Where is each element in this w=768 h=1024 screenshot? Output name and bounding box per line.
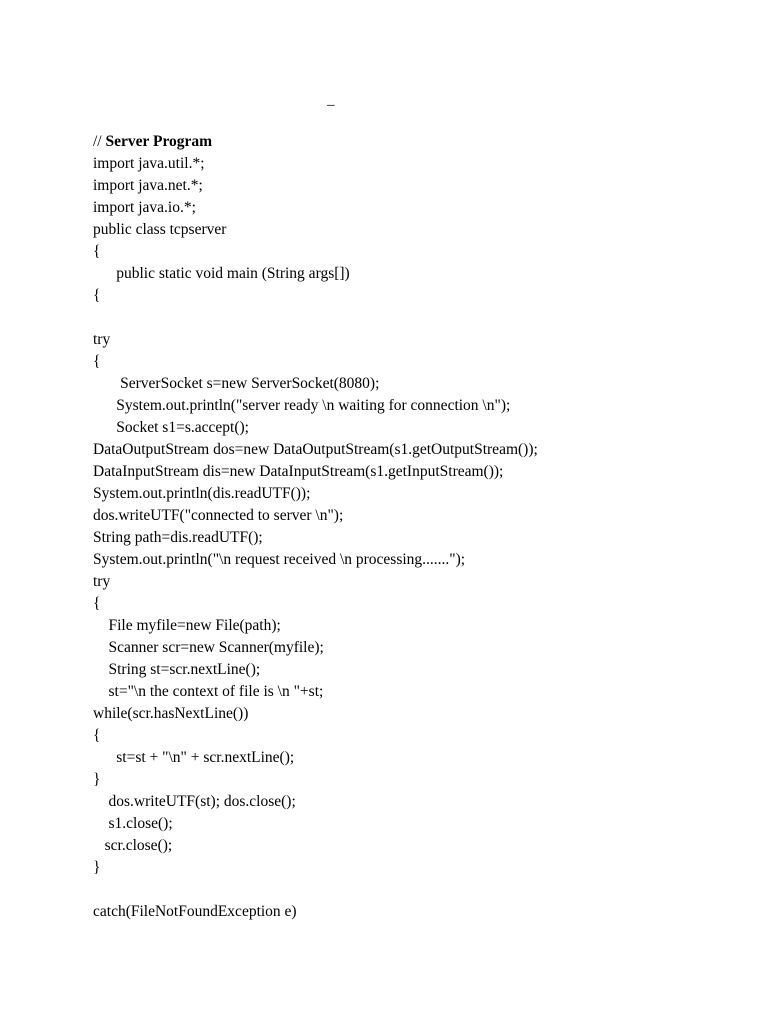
- code-line: import java.net.*;: [93, 177, 203, 194]
- code-line: {: [93, 243, 101, 260]
- header-mark: –: [327, 97, 335, 113]
- code-line: try: [93, 331, 111, 348]
- code-line: public class tcpserver: [93, 221, 227, 238]
- code-line: String st=scr.nextLine();: [93, 661, 261, 678]
- code-line: ServerSocket s=new ServerSocket(8080);: [93, 375, 380, 392]
- code-line: {: [93, 595, 101, 612]
- code-line: try: [93, 573, 111, 590]
- code-line: DataOutputStream dos=new DataOutputStream(s1.getOutputStream());: [93, 441, 538, 458]
- code-line: }: [93, 859, 101, 876]
- code-line: {: [93, 353, 101, 370]
- code-line: st=st + "\n" + scr.nextLine();: [93, 749, 295, 766]
- code-line: st="\n the context of file is \n "+st;: [93, 683, 324, 700]
- code-line: System.out.println(dis.readUTF());: [93, 485, 311, 502]
- code-listing: [93, 131, 743, 923]
- code-line: public static void main (String args[]): [93, 265, 350, 282]
- code-line: dos.writeUTF(st); dos.close();: [93, 793, 296, 810]
- code-line: {: [93, 287, 101, 304]
- code-line: System.out.println("server ready \n waiting for connection \n");: [93, 397, 511, 414]
- code-line: scr.close();: [93, 837, 173, 854]
- code-line: s1.close();: [93, 815, 173, 832]
- code-line: [93, 307, 743, 329]
- code-line: while(scr.hasNextLine()): [93, 705, 249, 722]
- code-line: import java.util.*;: [93, 155, 205, 172]
- code-comment-line: [93, 131, 743, 153]
- comment-prefix: //: [93, 133, 106, 150]
- code-line: System.out.println("\n request received \n processing.......");: [93, 551, 466, 568]
- code-line: dos.writeUTF("connected to server \n");: [93, 507, 344, 524]
- code-line: }: [93, 771, 101, 788]
- code-line: String path=dis.readUTF();: [93, 529, 263, 546]
- code-line: import java.io.*;: [93, 199, 196, 216]
- code-line: Socket s1=s.accept();: [93, 419, 249, 436]
- code-line: [93, 879, 743, 901]
- code-line: DataInputStream dis=new DataInputStream(s1.getInputStream());: [93, 463, 504, 480]
- code-line: {: [93, 727, 101, 744]
- code-line: catch(FileNotFoundException e): [93, 903, 297, 920]
- comment-title: Server Program: [105, 133, 213, 150]
- code-line: Scanner scr=new Scanner(myfile);: [93, 639, 324, 656]
- code-line: File myfile=new File(path);: [93, 617, 281, 634]
